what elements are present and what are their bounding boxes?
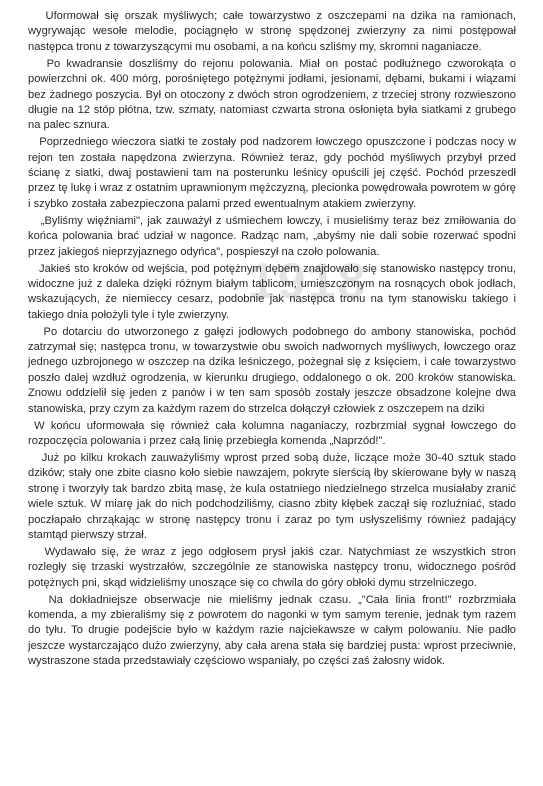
body-text [28,9,516,671]
paragraph-10: Na dokładniejsze obserwacje nie mieliśmy jednak czasu. „"Cała linia front!" rozbrzmiała komenda, a my zbieraliśmy się z powrotem do nagonki w tym samym terenie, jednak tym razem do tyłu. To drugie podejście było w każdym razie najciekawsze w całym polowaniu. Nie padło jeszcze wystarczająco dużo zwierzyny, aby cała arena stała się bardziej pusta: wprost przeciwnie, wystraszone stada przedstawiały częściowo wspaniały, po części zaś żałosny widok. [28,593,516,668]
paragraph-8: Już po kilku krokach zauważyliśmy wprost przed sobą duże, liczące może 30-40 sztuk stado dzików; stały one zbite ciasno koło siebie nawzajem, pokryte sierścią łby skierowane były w naszą stronę i tworzyły tak bardzo zbitą masę, że kula ostatniego niedzielnego strzelca musiałaby zranić wiele sztuk. W miarę jak do nich podchodziliśmy, ciasno zbity kłębek zaczął się rozluźniać, stado poczłapało chrząkając w stronę następcy tronu i zaraz po tym usłyszeliśmy również padający stamtąd pierwszy strzał. [28,451,516,541]
paragraph-5: Jakieś sto kroków od wejścia, pod potężnym dębem znajdowało się stanowisko następcy tronu, widoczne już z daleka dzięki różnym białym tablicom, umieszczonym na rosnących obok jodłach, wskazujących, że niemieccy cesarz, podobnie jak następca tronu na tym stanowisku takiego i takiego dnia położyli tyle i tyle zwierzyny. [28,262,516,321]
watermark: 1918 [248,253,368,309]
paragraph-4: „Byliśmy więźniami", jak zauważył z uśmiechem łowczy, i musieliśmy teraz bez zmiłowania do końca polowania brać udział w nagonce. Radząc nam, „abyśmy nie dali sobie rozerwać spodni przez jakiegoś nieprzyjaznego odyńca", pospieszył na czoło polowania. [28,214,516,258]
paragraph-2: Po kwadransie doszliśmy do rejonu polowania. Miał on postać podłużnego czworokąta o powierzchni ok. 400 mórg, porośniętego potężnymi jodłami, jesionami, dębami, bukami i wiązami bez żadnego poszycia. Był on otoczony z dwóch stron ogrodzeniem, z trzeciej strony rozwieszono długie na 12 stóp płótna, tzw. szmaty, natomiast czwarta strona osłonięta była siatkami z grubego na palec sznura. [28,57,516,132]
paragraph-9: Wydawało się, że wraz z jego odgłosem prysł jakiś czar. Natychmiast ze wszystkich stron rozległy się trzaski wystrzałów, szczególnie ze stanowiska następcy tronu, widocznego pośród potężnych pni, skąd widzieliśmy unoszące się co chwila do góry obłoki dymu strzelniczego. [28,545,516,589]
paragraph-3: Poprzedniego wieczora siatki te zostały pod nadzorem łowczego opuszczone i podczas nocy w rejon ten została napędzona zwierzyna. Również teraz, gdy pochód myśliwych przybył przed ścianę z siatki, dwaj postawieni tam na posterunku leśnicy opuścili jej część. Pochód przeszedł przez tę lukę i wraz z ostatnim uprawnionym mężczyzną, plecionka powędrowała powrotem w górę i szybko została zabezpieczona palami przed ewentualnym atakiem zwierzyny. [28,136,516,210]
paragraph-1: Uformował się orszak myśliwych; całe towarzystwo z oszczepami na dzika na ramionach, wygrywając wesołe melodie, pociągnęło w stronę spędzonej zwierzyny za nimi postępował następca tronu z towarzyszącymi mu osobami, a na końcu szliśmy my, skromni naganiacze. [28,10,516,53]
paragraph-7: W końcu uformowała się również cała kolumna naganiaczy, rozbrzmiał sygnał łowczego do rozpoczęcia polowania i przez całą linię przebiegła komenda „Naprzód!". [28,419,516,447]
paragraph-6: Po dotarciu do utworzonego z gałęzi jodłowych podobnego do ambony stanowiska, pochód zatrzymał się; następca tronu, w towarzystwie obu swoich nadwornych myśliwych, łowczego oraz jednego uzbrojonego w oszczep na dzika leśniczego, pożegnał się z księciem, i całe towarzystwo poszło dalej wzdłuż ogrodzenia, w kierunku drugiego, oddalonego o ok. 200 kroków stanowiska. Znowu oddzielił się jeden z panów i w ten sam sposób zostały jeszcze obsadzone kolejne dwa stanowiska, przy czym za każdym razem do strzelca dołączył człowiek z oszczepem na dziki [28,325,516,415]
